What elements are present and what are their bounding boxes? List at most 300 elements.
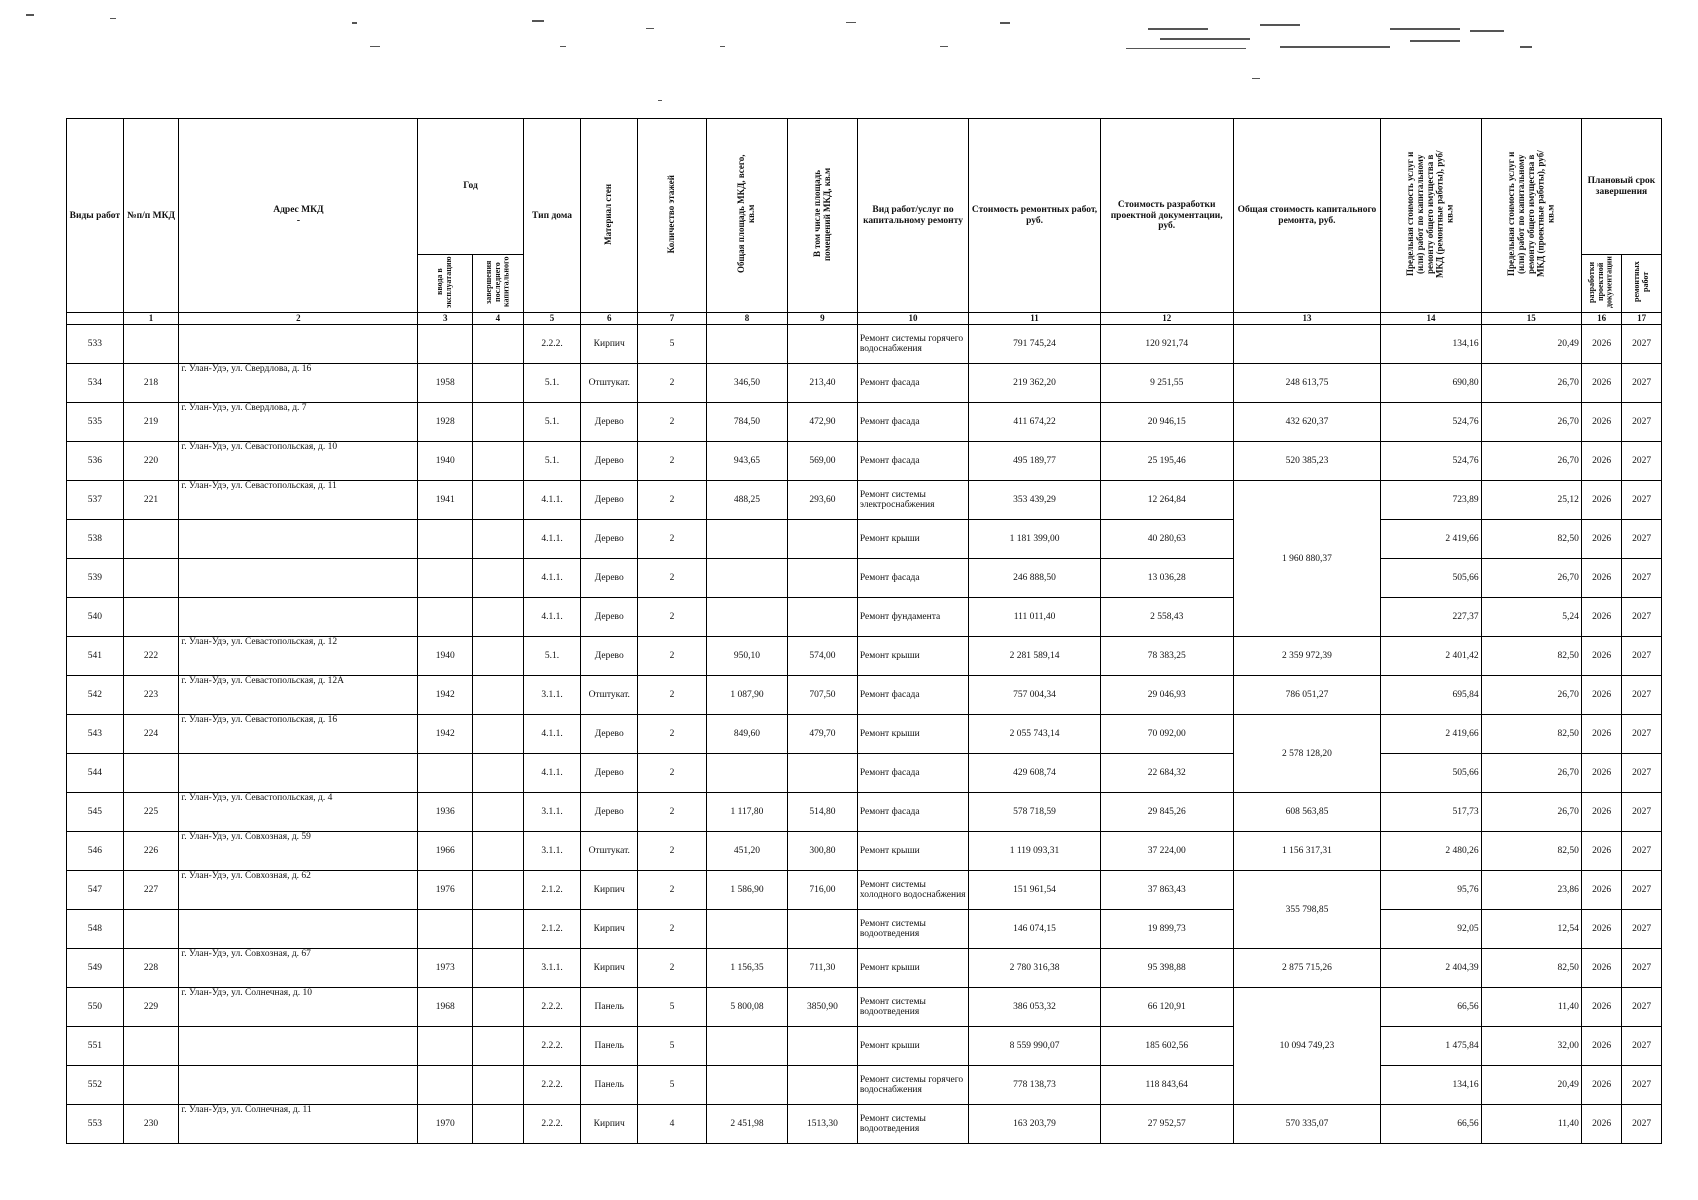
term-repair: 2027 bbox=[1622, 793, 1662, 832]
design-cost: 185 602,56 bbox=[1100, 1027, 1233, 1066]
row-number: 551 bbox=[67, 1027, 124, 1066]
row-number: 550 bbox=[67, 988, 124, 1027]
table-row bbox=[67, 910, 1662, 949]
mkd-number: 224 bbox=[123, 715, 179, 754]
house-type: 5.1. bbox=[523, 442, 581, 481]
premises-area: 1513,30 bbox=[787, 1105, 857, 1144]
year-last-repair bbox=[473, 598, 524, 637]
limit-repair: 134,16 bbox=[1381, 325, 1481, 364]
column-number: 16 bbox=[1581, 313, 1622, 325]
year-last-repair bbox=[473, 1105, 524, 1144]
year-last-repair bbox=[473, 910, 524, 949]
premises-area bbox=[787, 1027, 857, 1066]
limit-design: 23,86 bbox=[1481, 871, 1581, 910]
work-kind: Ремонт системы водоотведения bbox=[857, 1105, 968, 1144]
limit-repair: 695,84 bbox=[1381, 676, 1481, 715]
header-repair-cost: Стоимость ремонтных работ, руб. bbox=[969, 119, 1101, 313]
table-row bbox=[67, 949, 1662, 988]
floors: 2 bbox=[638, 871, 707, 910]
header-total-cost: Общая стоимость капитального ремонта, руб. bbox=[1233, 119, 1381, 313]
address: г. Улан-Удэ, ул. Солнечная, д. 10 bbox=[179, 988, 418, 1027]
premises-area: 472,90 bbox=[787, 403, 857, 442]
work-kind: Ремонт системы водоотведения bbox=[857, 910, 968, 949]
row-number: 541 bbox=[67, 637, 124, 676]
premises-area: 574,00 bbox=[787, 637, 857, 676]
house-type: 3.1.1. bbox=[523, 832, 581, 871]
table-row bbox=[67, 1105, 1662, 1144]
wall-material: Панель bbox=[581, 1027, 638, 1066]
mkd-number bbox=[123, 520, 179, 559]
premises-area bbox=[787, 598, 857, 637]
row-number: 533 bbox=[67, 325, 124, 364]
wall-material: Кирпич bbox=[581, 325, 638, 364]
total-area bbox=[706, 325, 787, 364]
header-mkd-number: №п/п МКД bbox=[123, 119, 179, 313]
work-kind: Ремонт системы электроснабжения bbox=[857, 481, 968, 520]
wall-material: Кирпич bbox=[581, 910, 638, 949]
repair-cost: 2 281 589,14 bbox=[969, 637, 1101, 676]
year-last-repair bbox=[473, 988, 524, 1027]
year-commission: 1970 bbox=[418, 1105, 473, 1144]
total-cost: 2 875 715,26 bbox=[1233, 949, 1381, 988]
wall-material: Отштукат. bbox=[581, 364, 638, 403]
address bbox=[179, 559, 418, 598]
header-limit-design: Предельная стоимость услуг и (или) работ по капитальному ремонту общего имущества в МКД (проектные работы), руб/кв.м bbox=[1481, 119, 1581, 313]
table-row bbox=[67, 364, 1662, 403]
limit-repair: 505,66 bbox=[1381, 559, 1481, 598]
floors: 5 bbox=[638, 325, 707, 364]
house-type: 2.2.2. bbox=[523, 325, 581, 364]
total-area bbox=[706, 520, 787, 559]
work-kind: Ремонт крыши bbox=[857, 1027, 968, 1066]
mkd-number bbox=[123, 754, 179, 793]
design-cost: 70 092,00 bbox=[1100, 715, 1233, 754]
floors: 2 bbox=[638, 676, 707, 715]
limit-repair: 505,66 bbox=[1381, 754, 1481, 793]
repair-cost: 757 004,34 bbox=[969, 676, 1101, 715]
row-number: 537 bbox=[67, 481, 124, 520]
term-design: 2026 bbox=[1581, 871, 1622, 910]
row-number: 544 bbox=[67, 754, 124, 793]
premises-area bbox=[787, 910, 857, 949]
wall-material: Дерево bbox=[581, 715, 638, 754]
mkd-number: 220 bbox=[123, 442, 179, 481]
work-kind: Ремонт фасада bbox=[857, 403, 968, 442]
term-design: 2026 bbox=[1581, 403, 1622, 442]
repair-cost: 219 362,20 bbox=[969, 364, 1101, 403]
limit-repair: 690,80 bbox=[1381, 364, 1481, 403]
house-type: 2.2.2. bbox=[523, 1066, 581, 1105]
design-cost: 9 251,55 bbox=[1100, 364, 1233, 403]
header-limit-repair: Предельная стоимость услуг и (или) работ по капитальному ремонту общего имущества в МКД (ремонтные работы), руб/кв.м bbox=[1381, 119, 1481, 313]
term-repair: 2027 bbox=[1622, 988, 1662, 1027]
work-kind: Ремонт системы водоотведения bbox=[857, 988, 968, 1027]
table-row bbox=[67, 403, 1662, 442]
total-cost: 355 798,85 bbox=[1233, 871, 1381, 949]
work-kind: Ремонт фасада bbox=[857, 364, 968, 403]
address: г. Улан-Удэ, ул. Севастопольская, д. 4 bbox=[179, 793, 418, 832]
floors: 2 bbox=[638, 949, 707, 988]
column-number: 13 bbox=[1233, 313, 1381, 325]
limit-design: 26,70 bbox=[1481, 754, 1581, 793]
term-design: 2026 bbox=[1581, 793, 1622, 832]
limit-repair: 227,37 bbox=[1381, 598, 1481, 637]
header-year: Год bbox=[418, 119, 523, 255]
limit-repair: 134,16 bbox=[1381, 1066, 1481, 1105]
row-number: 553 bbox=[67, 1105, 124, 1144]
mkd-number: 230 bbox=[123, 1105, 179, 1144]
limit-repair: 2 404,39 bbox=[1381, 949, 1481, 988]
house-type: 2.2.2. bbox=[523, 1027, 581, 1066]
year-last-repair bbox=[473, 949, 524, 988]
year-commission bbox=[418, 754, 473, 793]
table-row bbox=[67, 520, 1662, 559]
term-design: 2026 bbox=[1581, 832, 1622, 871]
limit-design: 26,70 bbox=[1481, 793, 1581, 832]
term-design: 2026 bbox=[1581, 1027, 1622, 1066]
term-design: 2026 bbox=[1581, 598, 1622, 637]
work-kind: Ремонт фасада bbox=[857, 754, 968, 793]
total-area: 1 586,90 bbox=[706, 871, 787, 910]
wall-material: Дерево bbox=[581, 481, 638, 520]
design-cost: 25 195,46 bbox=[1100, 442, 1233, 481]
floors: 2 bbox=[638, 364, 707, 403]
work-kind: Ремонт фасада bbox=[857, 676, 968, 715]
term-repair: 2027 bbox=[1622, 325, 1662, 364]
column-number bbox=[67, 313, 124, 325]
year-commission: 1966 bbox=[418, 832, 473, 871]
floors: 2 bbox=[638, 598, 707, 637]
mkd-number bbox=[123, 598, 179, 637]
address bbox=[179, 1027, 418, 1066]
premises-area bbox=[787, 559, 857, 598]
limit-design: 82,50 bbox=[1481, 520, 1581, 559]
term-repair: 2027 bbox=[1622, 1027, 1662, 1066]
wall-material: Дерево bbox=[581, 754, 638, 793]
total-cost: 608 563,85 bbox=[1233, 793, 1381, 832]
table-row bbox=[67, 481, 1662, 520]
repair-cost: 146 074,15 bbox=[969, 910, 1101, 949]
mkd-number: 221 bbox=[123, 481, 179, 520]
house-type: 5.1. bbox=[523, 403, 581, 442]
year-last-repair bbox=[473, 832, 524, 871]
mkd-number bbox=[123, 1066, 179, 1105]
work-kind: Ремонт фасада bbox=[857, 442, 968, 481]
header-address-mark: - bbox=[296, 215, 301, 227]
row-number: 542 bbox=[67, 676, 124, 715]
year-commission: 1976 bbox=[418, 871, 473, 910]
address: г. Улан-Удэ, ул. Совхозная, д. 62 bbox=[179, 871, 418, 910]
wall-material: Кирпич bbox=[581, 871, 638, 910]
column-number: 11 bbox=[969, 313, 1101, 325]
work-kind: Ремонт фундамента bbox=[857, 598, 968, 637]
year-commission bbox=[418, 325, 473, 364]
total-area bbox=[706, 598, 787, 637]
column-number: 5 bbox=[523, 313, 581, 325]
floors: 2 bbox=[638, 715, 707, 754]
wall-material: Дерево bbox=[581, 520, 638, 559]
limit-repair: 524,76 bbox=[1381, 442, 1481, 481]
term-repair: 2027 bbox=[1622, 676, 1662, 715]
total-cost: 570 335,07 bbox=[1233, 1105, 1381, 1144]
mkd-number: 228 bbox=[123, 949, 179, 988]
limit-repair: 95,76 bbox=[1381, 871, 1481, 910]
repair-cost: 1 181 399,00 bbox=[969, 520, 1101, 559]
wall-material: Отштукат. bbox=[581, 832, 638, 871]
limit-repair: 723,89 bbox=[1381, 481, 1481, 520]
address: г. Улан-Удэ, ул. Севастопольская, д. 12 bbox=[179, 637, 418, 676]
repair-cost: 1 119 093,31 bbox=[969, 832, 1101, 871]
repair-cost: 246 888,50 bbox=[969, 559, 1101, 598]
table-row bbox=[67, 442, 1662, 481]
work-kind: Ремонт системы горячего водоснабжения bbox=[857, 1066, 968, 1105]
address: г. Улан-Удэ, ул. Севастопольская, д. 12А bbox=[179, 676, 418, 715]
column-number: 8 bbox=[706, 313, 787, 325]
year-commission bbox=[418, 559, 473, 598]
column-number-row bbox=[67, 313, 1662, 325]
house-type: 3.1.1. bbox=[523, 793, 581, 832]
table-row bbox=[67, 598, 1662, 637]
premises-area: 213,40 bbox=[787, 364, 857, 403]
term-design: 2026 bbox=[1581, 481, 1622, 520]
term-design: 2026 bbox=[1581, 520, 1622, 559]
limit-repair: 66,56 bbox=[1381, 988, 1481, 1027]
table-row bbox=[67, 871, 1662, 910]
floors: 2 bbox=[638, 442, 707, 481]
design-cost: 13 036,28 bbox=[1100, 559, 1233, 598]
year-last-repair bbox=[473, 325, 524, 364]
year-last-repair bbox=[473, 676, 524, 715]
year-commission bbox=[418, 910, 473, 949]
table-row bbox=[67, 832, 1662, 871]
limit-repair: 2 401,42 bbox=[1381, 637, 1481, 676]
total-cost: 432 620,37 bbox=[1233, 403, 1381, 442]
limit-repair: 66,56 bbox=[1381, 1105, 1481, 1144]
column-number: 14 bbox=[1381, 313, 1481, 325]
limit-design: 11,40 bbox=[1481, 1105, 1581, 1144]
repair-cost: 386 053,32 bbox=[969, 988, 1101, 1027]
total-area: 1 156,35 bbox=[706, 949, 787, 988]
mkd-number bbox=[123, 325, 179, 364]
limit-design: 82,50 bbox=[1481, 949, 1581, 988]
wall-material: Дерево bbox=[581, 637, 638, 676]
work-kind: Ремонт крыши bbox=[857, 715, 968, 754]
row-number: 545 bbox=[67, 793, 124, 832]
floors: 2 bbox=[638, 403, 707, 442]
year-commission bbox=[418, 1027, 473, 1066]
floors: 2 bbox=[638, 910, 707, 949]
capital-repair-table bbox=[66, 118, 1662, 1144]
work-kind: Ремонт системы горячего водоснабжения bbox=[857, 325, 968, 364]
term-design: 2026 bbox=[1581, 715, 1622, 754]
premises-area: 716,00 bbox=[787, 871, 857, 910]
total-cost: 1 960 880,37 bbox=[1233, 481, 1381, 637]
total-area: 5 800,08 bbox=[706, 988, 787, 1027]
table-row bbox=[67, 637, 1662, 676]
limit-repair: 92,05 bbox=[1381, 910, 1481, 949]
design-cost: 12 264,84 bbox=[1100, 481, 1233, 520]
house-type: 4.1.1. bbox=[523, 715, 581, 754]
premises-area: 514,80 bbox=[787, 793, 857, 832]
repair-cost: 791 745,24 bbox=[969, 325, 1101, 364]
term-repair: 2027 bbox=[1622, 559, 1662, 598]
term-repair: 2027 bbox=[1622, 910, 1662, 949]
limit-repair: 2 419,66 bbox=[1381, 715, 1481, 754]
repair-cost: 2 055 743,14 bbox=[969, 715, 1101, 754]
term-design: 2026 bbox=[1581, 754, 1622, 793]
total-area bbox=[706, 1066, 787, 1105]
floors: 2 bbox=[638, 637, 707, 676]
limit-design: 5,24 bbox=[1481, 598, 1581, 637]
premises-area bbox=[787, 325, 857, 364]
column-number: 1 bbox=[123, 313, 179, 325]
limit-repair: 517,73 bbox=[1381, 793, 1481, 832]
house-type: 5.1. bbox=[523, 364, 581, 403]
table-row bbox=[67, 1066, 1662, 1105]
term-repair: 2027 bbox=[1622, 1066, 1662, 1105]
premises-area bbox=[787, 520, 857, 559]
total-area: 849,60 bbox=[706, 715, 787, 754]
wall-material: Дерево bbox=[581, 793, 638, 832]
design-cost: 22 684,32 bbox=[1100, 754, 1233, 793]
year-commission: 1940 bbox=[418, 637, 473, 676]
year-last-repair bbox=[473, 793, 524, 832]
year-last-repair bbox=[473, 1027, 524, 1066]
year-last-repair bbox=[473, 754, 524, 793]
year-last-repair bbox=[473, 559, 524, 598]
header-house-type: Тип дома bbox=[523, 119, 581, 313]
total-area: 950,10 bbox=[706, 637, 787, 676]
row-number: 552 bbox=[67, 1066, 124, 1105]
address bbox=[179, 754, 418, 793]
floors: 2 bbox=[638, 793, 707, 832]
limit-design: 26,70 bbox=[1481, 364, 1581, 403]
limit-design: 25,12 bbox=[1481, 481, 1581, 520]
header-planned-term: Плановый срок завершения bbox=[1581, 119, 1661, 255]
row-number: 539 bbox=[67, 559, 124, 598]
floors: 5 bbox=[638, 1066, 707, 1105]
work-kind: Ремонт крыши bbox=[857, 520, 968, 559]
house-type: 2.2.2. bbox=[523, 988, 581, 1027]
term-design: 2026 bbox=[1581, 676, 1622, 715]
table-row bbox=[67, 793, 1662, 832]
term-design: 2026 bbox=[1581, 325, 1622, 364]
limit-design: 82,50 bbox=[1481, 715, 1581, 754]
term-repair: 2027 bbox=[1622, 949, 1662, 988]
header-design-cost: Стоимость разработки проектной документации, руб. bbox=[1100, 119, 1233, 313]
repair-cost: 411 674,22 bbox=[969, 403, 1101, 442]
term-repair: 2027 bbox=[1622, 520, 1662, 559]
row-number: 547 bbox=[67, 871, 124, 910]
work-kind: Ремонт фасада bbox=[857, 793, 968, 832]
year-commission: 1942 bbox=[418, 715, 473, 754]
total-cost: 2 578 128,20 bbox=[1233, 715, 1381, 793]
limit-design: 20,49 bbox=[1481, 1066, 1581, 1105]
term-repair: 2027 bbox=[1622, 364, 1662, 403]
limit-design: 26,70 bbox=[1481, 442, 1581, 481]
design-cost: 27 952,57 bbox=[1100, 1105, 1233, 1144]
design-cost: 40 280,63 bbox=[1100, 520, 1233, 559]
wall-material: Кирпич bbox=[581, 1105, 638, 1144]
term-design: 2026 bbox=[1581, 949, 1622, 988]
floors: 5 bbox=[638, 988, 707, 1027]
work-kind: Ремонт крыши bbox=[857, 637, 968, 676]
total-cost bbox=[1233, 325, 1381, 364]
repair-cost: 8 559 990,07 bbox=[969, 1027, 1101, 1066]
floors: 4 bbox=[638, 1105, 707, 1144]
column-number: 10 bbox=[857, 313, 968, 325]
house-type: 2.1.2. bbox=[523, 910, 581, 949]
total-area bbox=[706, 1027, 787, 1066]
house-type: 4.1.1. bbox=[523, 520, 581, 559]
mkd-number: 219 bbox=[123, 403, 179, 442]
mkd-number: 222 bbox=[123, 637, 179, 676]
table-row bbox=[67, 325, 1662, 364]
total-area bbox=[706, 559, 787, 598]
term-repair: 2027 bbox=[1622, 871, 1662, 910]
term-design: 2026 bbox=[1581, 910, 1622, 949]
address bbox=[179, 910, 418, 949]
year-commission: 1942 bbox=[418, 676, 473, 715]
premises-area bbox=[787, 754, 857, 793]
table-row bbox=[67, 754, 1662, 793]
wall-material: Дерево bbox=[581, 559, 638, 598]
house-type: 4.1.1. bbox=[523, 754, 581, 793]
limit-design: 11,40 bbox=[1481, 988, 1581, 1027]
term-design: 2026 bbox=[1581, 1066, 1622, 1105]
repair-cost: 2 780 316,38 bbox=[969, 949, 1101, 988]
total-area: 2 451,98 bbox=[706, 1105, 787, 1144]
house-type: 3.1.1. bbox=[523, 949, 581, 988]
term-design: 2026 bbox=[1581, 637, 1622, 676]
table-row bbox=[67, 676, 1662, 715]
table-row bbox=[67, 988, 1662, 1027]
row-number: 534 bbox=[67, 364, 124, 403]
address: г. Улан-Удэ, ул. Совхозная, д. 59 bbox=[179, 832, 418, 871]
house-type: 3.1.1. bbox=[523, 676, 581, 715]
design-cost: 29 046,93 bbox=[1100, 676, 1233, 715]
house-type: 5.1. bbox=[523, 637, 581, 676]
house-type: 4.1.1. bbox=[523, 598, 581, 637]
term-repair: 2027 bbox=[1622, 481, 1662, 520]
header-term-design: разработки проектной документации bbox=[1581, 255, 1622, 313]
work-kind: Ремонт фасада bbox=[857, 559, 968, 598]
design-cost: 37 863,43 bbox=[1100, 871, 1233, 910]
floors: 2 bbox=[638, 481, 707, 520]
year-commission: 1968 bbox=[418, 988, 473, 1027]
year-commission: 1928 bbox=[418, 403, 473, 442]
term-repair: 2027 bbox=[1622, 637, 1662, 676]
limit-design: 20,49 bbox=[1481, 325, 1581, 364]
total-area: 1 117,80 bbox=[706, 793, 787, 832]
table-row bbox=[67, 1027, 1662, 1066]
address: г. Улан-Удэ, ул. Свердлова, д. 7 bbox=[179, 403, 418, 442]
year-last-repair bbox=[473, 403, 524, 442]
premises-area: 707,50 bbox=[787, 676, 857, 715]
header-work-kind: Вид работ/услуг по капитальному ремонту bbox=[857, 119, 968, 313]
mkd-number: 218 bbox=[123, 364, 179, 403]
year-commission bbox=[418, 1066, 473, 1105]
address: г. Улан-Удэ, ул. Совхозная, д. 67 bbox=[179, 949, 418, 988]
house-type: 4.1.1. bbox=[523, 481, 581, 520]
year-last-repair bbox=[473, 520, 524, 559]
row-number: 549 bbox=[67, 949, 124, 988]
column-number: 9 bbox=[787, 313, 857, 325]
total-area: 451,20 bbox=[706, 832, 787, 871]
term-repair: 2027 bbox=[1622, 715, 1662, 754]
work-kind: Ремонт крыши bbox=[857, 949, 968, 988]
mkd-number: 225 bbox=[123, 793, 179, 832]
